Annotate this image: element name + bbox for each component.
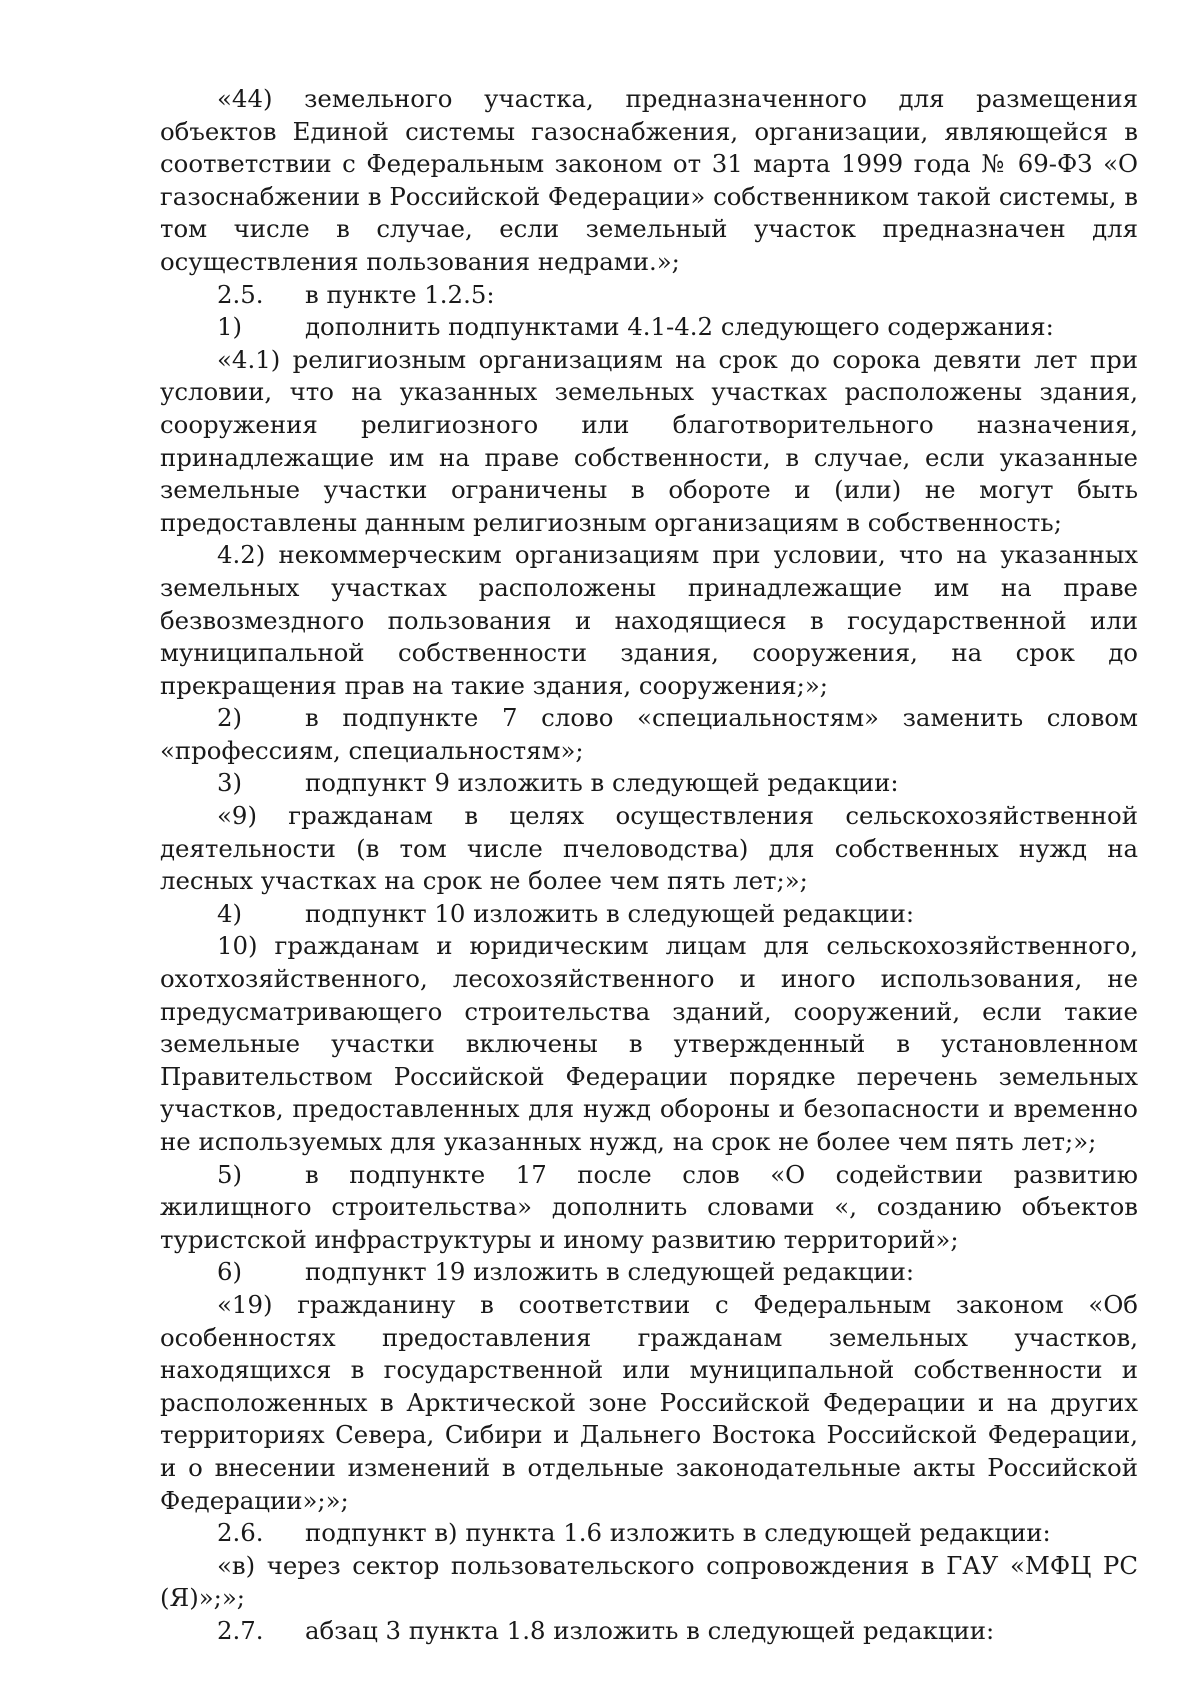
item-2-6 (160, 1517, 1138, 1550)
item-4 (160, 898, 1138, 931)
item-text: абзац 3 пункта 1.8 изложить в следующей редакции: (305, 1615, 995, 1645)
item-number: 2.5. (217, 279, 264, 309)
item-number: 2) (217, 703, 243, 733)
item-number: 5) (217, 1159, 243, 1189)
item-text: подпункт 9 изложить в следующей редакции: (305, 768, 899, 798)
item-3 (160, 767, 1138, 800)
item-number: 3) (217, 768, 243, 798)
item-text: подпункт 19 изложить в следующей редакции: (305, 1257, 915, 1287)
item-2 (160, 702, 1138, 767)
item-number: 4) (217, 898, 243, 928)
item-5 (160, 1159, 1138, 1257)
item-text: в пункте 1.2.5: (305, 279, 495, 309)
paragraph-4-2: 4.2) некоммерческим организациям при условии, что на указанных земельных участках расположены принадлежащие им на праве безвозмездного пользования и находящиеся в государственной или муниципальной собственности здания, сооружения, на срок до прекращения прав на такие здания, сооружения;»; (160, 540, 1138, 700)
item-number: 2.7. (217, 1615, 264, 1645)
paragraph-19: «19) гражданину в соответствии с Федеральным законом «Об особенностях предоставления гражданам земельных участков, находящихся в государственной или муниципальной собственности и расположенных в Арктической зоне Российской Федерации и на других территориях Севера, Сибири и Дальнего Востока Российской Федерации, и о внесении изменений в отдельные законодательные акты Российской Федерации»;»; (160, 1289, 1138, 1515)
paragraph-44: «44) земельного участка, предназначенного для размещения объектов Единой системы газоснабжения, организации, являющейся в соответствии с Федеральным законом от 31 марта 1999 года № 69-ФЗ «О газоснабжении в Российской Федерации» собственником такой системы, в том числе в случае, если земельный участок предназначен для осуществления пользования недрами.»; (160, 84, 1138, 276)
item-number: 2.6. (217, 1518, 264, 1548)
item-text: в подпункте 17 после слов «О содействии развитию жилищного строительства» дополнить словами «, созданию объектов туристской инфраструктуры и иному развитию территорий»; (160, 1159, 1138, 1254)
item-number: 6) (217, 1257, 243, 1287)
item-1 (160, 311, 1138, 344)
item-text: в подпункте 7 слово «специальностям» заменить словом «профессиям, специальностям»; (160, 703, 1138, 765)
item-text: дополнить подпунктами 4.1-4.2 следующего содержания: (305, 312, 1054, 342)
paragraph-9: «9) гражданам в целях осуществления сельскохозяйственной деятельности (в том числе пчеловодства) для собственных нужд на лесных участках на срок не более чем пять лет;»; (160, 801, 1138, 896)
item-text: подпункт в) пункта 1.6 изложить в следующей редакции: (305, 1518, 1051, 1548)
item-6 (160, 1256, 1138, 1289)
paragraph-4-1: «4.1) религиозным организациям на срок до сорока девяти лет при условии, что на указанных земельных участках расположены здания, сооружения религиозного или благотворительного назначения, принадлежащие им на праве собственности, в случае, если указанные земельные участки ограничены в обороте и (или) не могут быть предоставлены данным религиозным организациям в собственность; (160, 344, 1138, 537)
item-number: 1) (217, 312, 243, 342)
item-2-7 (160, 1615, 1138, 1648)
item-text: подпункт 10 изложить в следующей редакции: (305, 898, 915, 928)
item-2-5 (160, 279, 1138, 312)
document-page (160, 83, 1138, 1648)
paragraph-v: «в) через сектор пользовательского сопровождения в ГАУ «МФЦ РС (Я)»;»; (160, 1550, 1138, 1613)
paragraph-10: 10) гражданам и юридическим лицам для сельскохозяйственного, охотхозяйственного, лесохозяйственного и иного использования, не предусматривающего строительства зданий, сооружений, если такие земельные участки включены в утвержденный в установленном Правительством Российской Федерации порядке перечень земельных участков, предоставленных для нужд обороны и безопасности и временно не используемых для указанных нужд, на срок не более чем пять лет;»; (160, 931, 1138, 1156)
